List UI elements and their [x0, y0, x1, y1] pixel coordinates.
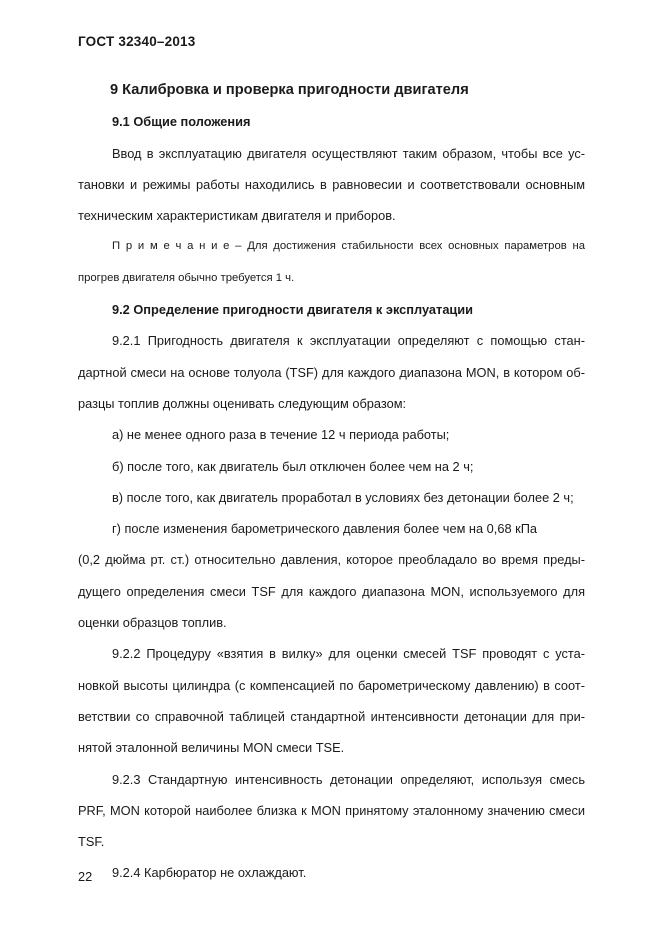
paragraph-9-2-1-cont-line-2: дущего определения смеси TSF для каждого диапазона MON, используемого для	[78, 583, 585, 599]
paragraph-9-2-3-line-2: PRF, MON которой наиболее близка к MON принятому эталонному значению смеси	[78, 802, 585, 818]
document-content	[78, 75, 585, 889]
paragraph-9-2-1-line-3: разцы топлив должны оценивать следующим образом:	[78, 395, 407, 411]
paragraph-9-2-1-line-2: дартной смеси на основе толуола (TSF) для каждого диапазона MON, в котором об-	[78, 364, 585, 380]
paragraph-9-2-1-line-1: 9.2.1 Пригодность двигателя к эксплуатации определяют с помощью стан-	[112, 333, 585, 349]
section-heading: 9 Калибровка и проверка пригодности двигателя	[110, 82, 469, 98]
subsection-heading-9-1: 9.1 Общие положения	[112, 114, 251, 130]
paragraph-9-2-3-line-1: 9.2.3 Стандартную интенсивность детонации определяют, используя смесь	[112, 771, 585, 787]
page-number: 22	[78, 869, 93, 884]
paragraph-9-2-2-line-2: новкой высоты цилиндра (с компенсацией по барометрическому давлению) в соот-	[78, 677, 585, 693]
paragraph-9-2-2-line-1: 9.2.2 Процедуру «взятия в вилку» для оценки смесей TSF проводят с уста-	[112, 646, 585, 662]
paragraph-9-2-1-cont-line-3: оценки образцов топлив.	[78, 615, 227, 631]
note-line-1: П р и м е ч а н и е – Для достижения стабильности всех основных параметров на	[112, 240, 585, 253]
subsection-heading-9-2: 9.2 Определение пригодности двигателя к эксплуатации	[112, 302, 474, 318]
paragraph-9-1-line-1: Ввод в эксплуатацию двигателя осуществляют таким образом, чтобы все ус-	[112, 145, 585, 161]
paragraph-9-2-2-line-4: нятой эталонной величины MON смеси TSE.	[78, 740, 345, 756]
paragraph-9-2-4: 9.2.4 Карбюратор не охлаждают.	[112, 865, 307, 881]
paragraph-9-2-3-line-3: TSF.	[78, 834, 105, 850]
document-header: ГОСТ 32340–2013	[78, 34, 196, 49]
list-item-g: г) после изменения барометрического давления более чем на 0,68 кПа	[112, 521, 538, 537]
paragraph-9-1-line-3: техническим характеристикам двигателя и приборов.	[78, 208, 396, 224]
note-line-2: прогрев двигателя обычно требуется 1 ч.	[78, 271, 295, 284]
paragraph-9-2-2-line-3: ветствии со справочной таблицей стандартной интенсивности детонации для при-	[78, 708, 585, 724]
list-item-b: б) после того, как двигатель был отключен более чем на 2 ч;	[112, 458, 474, 474]
list-item-v: в) после того, как двигатель проработал в условиях без детонации более 2 ч;	[112, 489, 574, 505]
paragraph-9-1-line-2: тановки и режимы работы находились в равновесии и соответствовали основным	[78, 176, 585, 192]
list-item-a: а) не менее одного раза в течение 12 ч периода работы;	[112, 427, 450, 443]
paragraph-9-2-1-cont-line-1: (0,2 дюйма рт. ст.) относительно давления, которое преобладало во время преды-	[78, 552, 585, 568]
